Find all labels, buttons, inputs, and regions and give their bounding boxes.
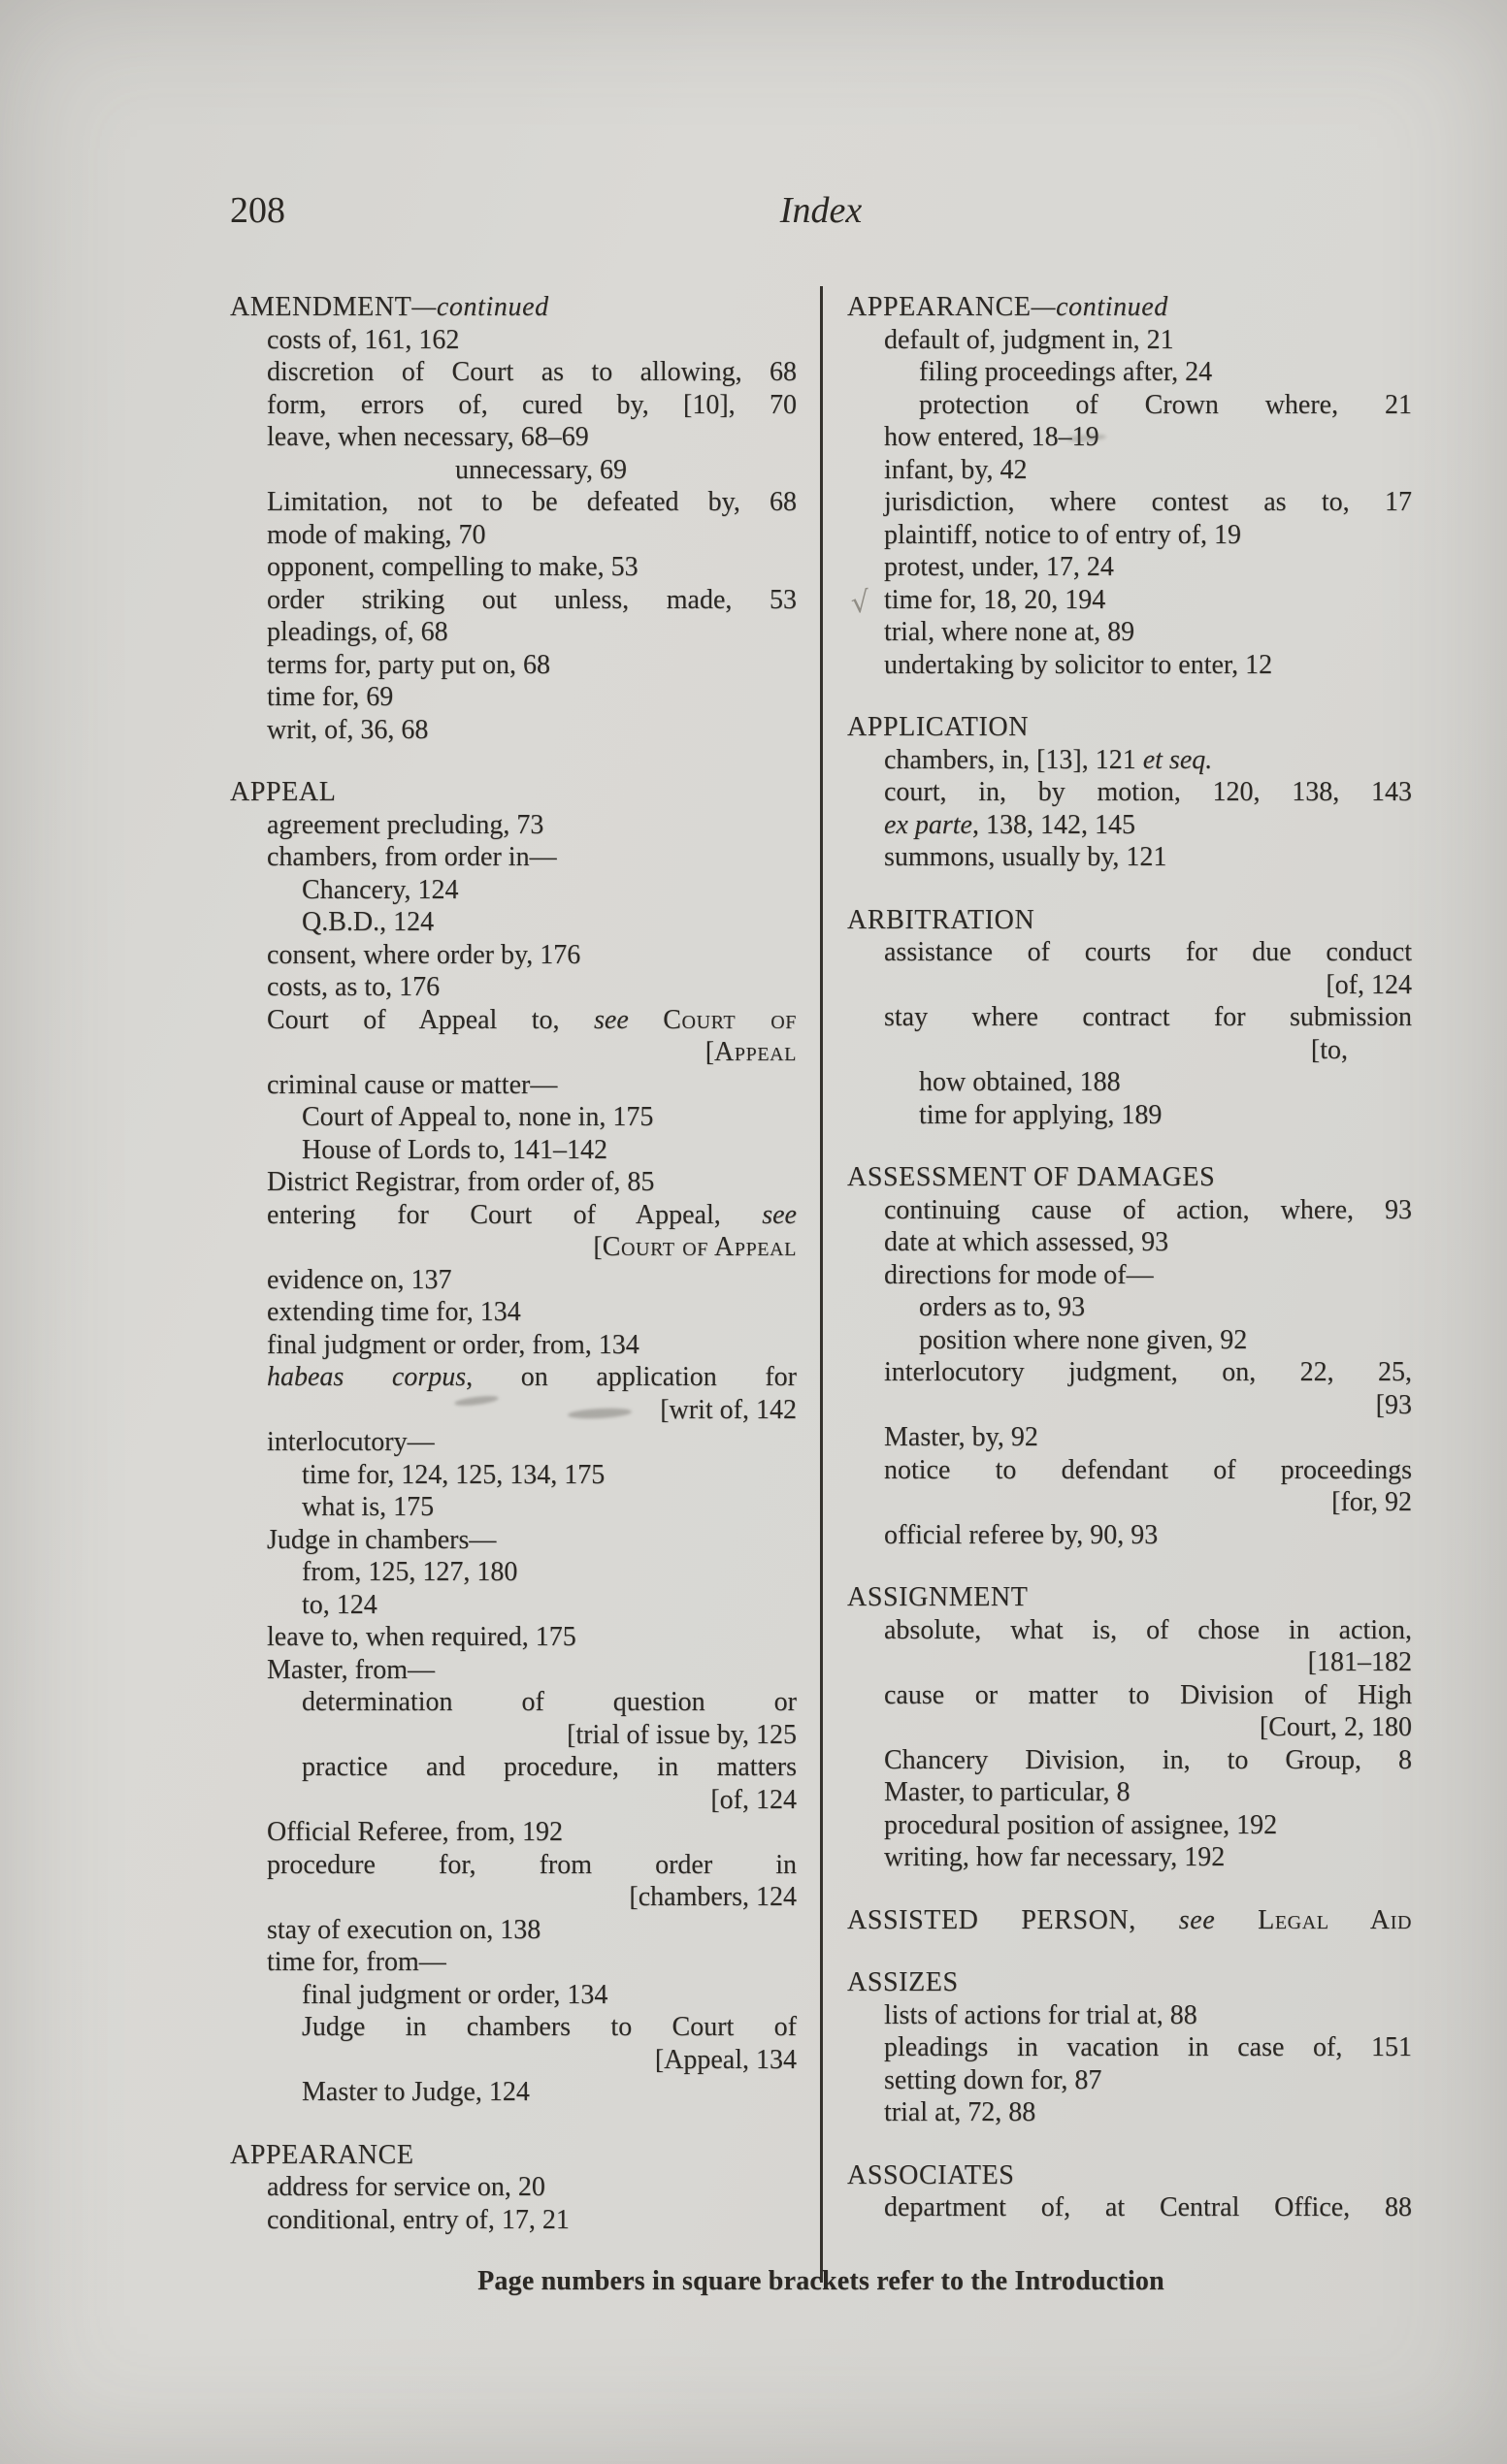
index-entry bbox=[230, 551, 797, 584]
entry-text: discretion of Court as to allowing, 68 bbox=[267, 357, 797, 387]
entry-text: time for, 18, 20, 194 bbox=[884, 584, 1106, 615]
entry-text: see bbox=[762, 1199, 797, 1230]
index-entry bbox=[230, 1069, 797, 1102]
entry-text: Master, to particular, 8 bbox=[884, 1777, 1130, 1807]
index-entry bbox=[847, 1259, 1412, 1292]
entry-text: —continued bbox=[411, 292, 549, 322]
index-entry bbox=[847, 324, 1412, 357]
entry-text: assistance of courts for due conduct bbox=[884, 937, 1412, 967]
entry-text: lists of actions for trial at, 88 bbox=[884, 1999, 1197, 2030]
entry-text: time for, 124, 125, 134, 175 bbox=[302, 1459, 606, 1490]
entry-text: time for, from— bbox=[267, 1947, 446, 1977]
index-entry bbox=[847, 2064, 1412, 2097]
entry-text: ASSISTED PERSON, bbox=[847, 1904, 1179, 1935]
entry-text: Chancery Division, in, to Group, 8 bbox=[884, 1744, 1412, 1775]
entry-text: [93 bbox=[1375, 1389, 1412, 1420]
entry-text: Limitation, not to be defeated by, 68 bbox=[267, 487, 797, 517]
entry-text: evidence on, 137 bbox=[267, 1264, 452, 1295]
index-entry bbox=[847, 744, 1412, 777]
entry-text: [Court, 2, 180 bbox=[1259, 1712, 1412, 1742]
index-entry bbox=[230, 1166, 797, 1199]
entry-text: ARBITRATION bbox=[847, 904, 1035, 935]
index-entry bbox=[230, 906, 797, 939]
index-entry bbox=[847, 519, 1412, 552]
index-entry bbox=[847, 776, 1412, 809]
index-heading bbox=[847, 711, 1412, 744]
entry-text: entering for Court of Appeal, bbox=[267, 1199, 763, 1230]
index-section bbox=[847, 1161, 1412, 1551]
index-entry bbox=[230, 809, 797, 842]
index-entry bbox=[230, 1784, 797, 1817]
entry-text: APPEARANCE bbox=[230, 2139, 414, 2170]
entry-text: continuing cause of action, where, 93 bbox=[884, 1194, 1412, 1225]
entry-text: time for, 69 bbox=[267, 682, 394, 712]
index-entry bbox=[847, 616, 1412, 649]
index-entry bbox=[230, 1914, 797, 1947]
index-entry bbox=[847, 1389, 1412, 1422]
entry-text: orders as to, 93 bbox=[919, 1292, 1086, 1322]
entry-text: setting down for, 87 bbox=[884, 2064, 1102, 2095]
index-entry bbox=[847, 1679, 1412, 1712]
entry-text: mode of making, 70 bbox=[267, 519, 486, 550]
index-entry bbox=[230, 616, 797, 649]
entry-text: protest, under, 17, 24 bbox=[884, 552, 1114, 582]
index-entry bbox=[847, 1744, 1412, 1777]
entry-text: stay where contract for submission bbox=[884, 1002, 1412, 1032]
index-entry bbox=[230, 1589, 797, 1622]
entry-text: position where none given, 92 bbox=[919, 1324, 1248, 1355]
entry-text: jurisdiction, where contest as to, 17 bbox=[884, 487, 1412, 517]
index-entry bbox=[847, 841, 1412, 874]
entry-text: interlocutory judgment, on, 22, 25, bbox=[884, 1357, 1412, 1387]
index-entry bbox=[230, 1361, 797, 1394]
entry-text: infant, by, 42 bbox=[884, 454, 1028, 485]
index-entry bbox=[847, 356, 1412, 389]
entry-text: Master, from— bbox=[267, 1654, 436, 1685]
entry-text: final judgment or order, from, 134 bbox=[267, 1329, 639, 1360]
entry-text: [trial of issue by, 125 bbox=[567, 1719, 797, 1750]
index-entry bbox=[847, 1099, 1412, 1132]
entry-text: et seq. bbox=[1142, 744, 1213, 775]
index-entry bbox=[230, 1004, 797, 1037]
entry-text: Master to Judge, 124 bbox=[302, 2077, 530, 2107]
entry-text: directions for mode of— bbox=[884, 1259, 1154, 1290]
entry-text: Official Referee, from, 192 bbox=[267, 1817, 564, 1847]
entry-text: how obtained, 188 bbox=[919, 1067, 1121, 1097]
index-entry bbox=[230, 939, 797, 972]
index-heading bbox=[847, 2159, 1412, 2192]
entry-text: Court of Appeal to, none in, 175 bbox=[302, 1102, 654, 1132]
index-column-right bbox=[847, 291, 1412, 2224]
index-entry bbox=[847, 1001, 1412, 1034]
index-entry bbox=[847, 421, 1412, 454]
entry-text: filing proceedings after, 24 bbox=[919, 357, 1213, 387]
entry-text: [writ of, 142 bbox=[660, 1394, 797, 1425]
index-entry bbox=[230, 1134, 797, 1167]
index-section bbox=[847, 711, 1412, 874]
index-section bbox=[847, 1904, 1412, 1937]
entry-text: to, 124 bbox=[302, 1589, 377, 1620]
index-entry bbox=[230, 454, 797, 487]
entry-text: chambers, from order in— bbox=[267, 842, 557, 872]
entry-text: —continued bbox=[1031, 292, 1168, 322]
entry-text: form, errors of, cured by, [10], 70 bbox=[267, 389, 797, 420]
page-title: Index bbox=[779, 190, 863, 231]
entry-text: Court of Appeal bbox=[602, 1232, 797, 1262]
entry-text: summons, usually by, 121 bbox=[884, 842, 1167, 872]
index-heading bbox=[230, 2139, 797, 2172]
index-entry bbox=[230, 1556, 797, 1589]
entry-text: leave, when necessary, 68–69 bbox=[267, 422, 589, 452]
index-entry bbox=[847, 1614, 1412, 1647]
index-entry bbox=[230, 519, 797, 552]
index-entry bbox=[847, 1519, 1412, 1552]
index-entry bbox=[847, 1776, 1412, 1809]
entry-text: [ bbox=[704, 1037, 715, 1067]
entry-text: procedure for, from order in bbox=[267, 1849, 797, 1880]
entry-text: address for service on, 20 bbox=[267, 2172, 545, 2202]
entry-text: official referee by, 90, 93 bbox=[884, 1519, 1159, 1550]
entry-text: ASSIGNMENT bbox=[847, 1582, 1029, 1612]
index-heading bbox=[230, 776, 797, 809]
entry-text: cause or matter to Division of High bbox=[884, 1679, 1412, 1710]
index-entry bbox=[230, 1491, 797, 1524]
entry-text: [Appeal, 134 bbox=[654, 2044, 797, 2075]
entry-text: Master, by, 92 bbox=[884, 1422, 1038, 1452]
entry-text: [chambers, 124 bbox=[629, 1882, 797, 1912]
entry-text: writ, of, 36, 68 bbox=[267, 714, 429, 745]
entry-text: Judge in chambers to Court of bbox=[302, 2012, 797, 2042]
index-entry bbox=[847, 2191, 1412, 2224]
entry-text: Judge in chambers— bbox=[267, 1524, 497, 1555]
entry-text: terms for, party put on, 68 bbox=[267, 649, 551, 680]
entry-text: pleadings, of, 68 bbox=[267, 617, 448, 647]
index-entry bbox=[230, 971, 797, 1004]
entry-text: final judgment or order, 134 bbox=[302, 1979, 608, 2010]
entry-text: AMENDMENT bbox=[230, 292, 412, 322]
entry-text: plaintiff, notice to of entry of, 19 bbox=[884, 519, 1242, 550]
entry-text: department of, at Central Office, 88 bbox=[884, 2192, 1412, 2222]
entry-text: costs of, 161, 162 bbox=[267, 324, 460, 355]
entry-text: Court of bbox=[663, 1004, 797, 1035]
entry-text: APPEARANCE bbox=[847, 292, 1032, 322]
entry-text: costs, as to, 176 bbox=[267, 972, 441, 1002]
index-entry bbox=[847, 1356, 1412, 1389]
index-entry bbox=[847, 1034, 1412, 1067]
entry-text: criminal cause or matter— bbox=[267, 1069, 558, 1100]
entry-text: default of, judgment in, 21 bbox=[884, 324, 1174, 355]
index-entry bbox=[230, 2044, 797, 2077]
entry-text: leave to, when required, 175 bbox=[267, 1622, 576, 1652]
index-entry bbox=[847, 1809, 1412, 1842]
entry-text: trial at, 72, 88 bbox=[884, 2097, 1036, 2127]
entry-text: absolute, what is, of chose in action, bbox=[884, 1614, 1412, 1645]
index-entry bbox=[847, 1421, 1412, 1454]
index-entry bbox=[847, 1999, 1412, 2032]
entry-text: ASSIZES bbox=[847, 1967, 959, 1997]
index-entry bbox=[847, 936, 1412, 969]
index-entry bbox=[230, 2171, 797, 2204]
index-entry bbox=[230, 1329, 797, 1362]
index-section bbox=[847, 1581, 1412, 1874]
entry-text: opponent, compelling to make, 53 bbox=[267, 552, 639, 582]
index-entry bbox=[230, 1881, 797, 1914]
index-entry bbox=[230, 714, 797, 747]
entry-text: trial, where none at, 89 bbox=[884, 617, 1135, 647]
footer-note: Page numbers in square brackets refer to the Introduction bbox=[477, 2266, 1164, 2296]
entry-text: habeas corpus bbox=[267, 1362, 467, 1392]
index-entry bbox=[230, 1426, 797, 1459]
entry-text: Chancery, 124 bbox=[302, 874, 459, 905]
entry-text: undertaking by solicitor to enter, 12 bbox=[884, 649, 1273, 680]
entry-text: [of, 124 bbox=[710, 1784, 797, 1815]
index-entry bbox=[230, 1849, 797, 1882]
index-heading bbox=[847, 1581, 1412, 1614]
entry-text: [of, 124 bbox=[1326, 969, 1412, 1000]
index-entry bbox=[230, 421, 797, 454]
index-section bbox=[847, 1966, 1412, 2129]
entry-text: [to, bbox=[1310, 1034, 1348, 1065]
entry-text: how entered, 18–19 bbox=[884, 422, 1099, 452]
index-entry bbox=[230, 1816, 797, 1849]
entry-text: APPEAL bbox=[230, 777, 337, 807]
entry-text: [ bbox=[593, 1232, 603, 1262]
index-entry bbox=[847, 1486, 1412, 1519]
entry-text: Appeal bbox=[714, 1037, 797, 1067]
entry-text: consent, where order by, 176 bbox=[267, 939, 581, 970]
index-entry bbox=[847, 551, 1412, 584]
index-entry bbox=[230, 1101, 797, 1134]
index-entry bbox=[847, 1711, 1412, 1744]
entry-text: APPLICATION bbox=[847, 712, 1030, 742]
index-entry bbox=[847, 1646, 1412, 1679]
entry-text: ASSESSMENT OF DAMAGES bbox=[847, 1162, 1216, 1192]
index-section bbox=[230, 776, 797, 2109]
index-entry bbox=[847, 2031, 1412, 2064]
entry-text: [181–182 bbox=[1307, 1647, 1412, 1677]
index-entry bbox=[230, 649, 797, 682]
index-entry bbox=[230, 324, 797, 357]
index-heading bbox=[230, 291, 797, 324]
index-entry bbox=[230, 1394, 797, 1427]
index-heading bbox=[847, 904, 1412, 937]
entry-text: practice and procedure, in matters bbox=[302, 1752, 797, 1782]
index-entry bbox=[847, 486, 1412, 519]
index-entry bbox=[230, 584, 797, 617]
index-entry bbox=[847, 1226, 1412, 1259]
index-entry bbox=[230, 1621, 797, 1654]
index-entry bbox=[847, 2096, 1412, 2129]
entry-text: order striking out unless, made, 53 bbox=[267, 584, 797, 615]
entry-text: House of Lords to, 141–142 bbox=[302, 1134, 607, 1165]
entry-text: what is, 175 bbox=[302, 1492, 435, 1522]
index-entry bbox=[847, 1194, 1412, 1227]
index-heading bbox=[847, 1904, 1412, 1937]
page-number: 208 bbox=[230, 190, 285, 231]
index-entry bbox=[230, 1946, 797, 1979]
entry-text: ASSOCIATES bbox=[847, 2159, 1015, 2190]
entry-text: [for, 92 bbox=[1331, 1487, 1412, 1517]
index-entry bbox=[847, 584, 1412, 621]
entry-text: from, 125, 127, 180 bbox=[302, 1557, 518, 1587]
index-section bbox=[847, 291, 1412, 681]
index-entry bbox=[230, 1751, 797, 1784]
entry-text: conditional, entry of, 17, 21 bbox=[267, 2204, 570, 2235]
index-entry bbox=[230, 874, 797, 907]
entry-text: Legal Aid bbox=[1258, 1904, 1413, 1935]
index-entry bbox=[230, 2076, 797, 2109]
entry-text: , on application for bbox=[466, 1362, 797, 1392]
index-entry bbox=[847, 809, 1412, 842]
index-entry bbox=[230, 356, 797, 389]
entry-text: protection of Crown where, 21 bbox=[919, 389, 1412, 420]
entry-text: procedural position of assignee, 192 bbox=[884, 1809, 1278, 1840]
index-section bbox=[230, 2139, 797, 2237]
entry-text: notice to defendant of proceedings bbox=[884, 1454, 1412, 1485]
index-entry bbox=[230, 841, 797, 874]
index-entry bbox=[847, 389, 1412, 422]
index-entry bbox=[230, 1719, 797, 1752]
index-column-left bbox=[230, 291, 797, 2236]
index-entry bbox=[230, 486, 797, 519]
index-entry bbox=[847, 1066, 1412, 1099]
index-entry bbox=[230, 1979, 797, 2012]
index-entry bbox=[230, 2011, 797, 2044]
entry-text: stay of execution on, 138 bbox=[267, 1914, 541, 1945]
index-entry bbox=[230, 1459, 797, 1492]
index-heading bbox=[847, 1966, 1412, 1999]
entry-text: see bbox=[1178, 1904, 1259, 1935]
entry-text: interlocutory— bbox=[267, 1427, 435, 1457]
entry-text: court, in, by motion, 120, 138, 143 bbox=[884, 777, 1412, 807]
entry-text: extending time for, 134 bbox=[267, 1297, 521, 1327]
index-entry bbox=[847, 969, 1412, 1002]
entry-text: District Registrar, from order of, 85 bbox=[267, 1167, 655, 1197]
entry-text: pleadings in vacation in case of, 151 bbox=[884, 2032, 1412, 2062]
index-entry bbox=[230, 1264, 797, 1297]
index-entry bbox=[230, 1199, 797, 1232]
column-divider-rule bbox=[820, 286, 823, 2283]
index-entry bbox=[847, 1454, 1412, 1487]
index-section bbox=[847, 904, 1412, 1132]
index-heading bbox=[847, 291, 1412, 324]
entry-text: date at which assessed, 93 bbox=[884, 1227, 1169, 1257]
index-entry bbox=[847, 649, 1412, 682]
entry-text: , 138, 142, 145 bbox=[971, 809, 1135, 840]
index-section bbox=[847, 2159, 1412, 2224]
index-entry bbox=[230, 681, 797, 714]
index-entry bbox=[230, 1654, 797, 1687]
index-heading bbox=[847, 1161, 1412, 1194]
entry-text: time for applying, 189 bbox=[919, 1099, 1163, 1130]
entry-text: ex parte bbox=[884, 809, 972, 840]
index-entry bbox=[230, 1296, 797, 1329]
index-entry bbox=[230, 1036, 797, 1069]
index-entry bbox=[230, 1524, 797, 1557]
pencil-check-icon: √ bbox=[849, 584, 871, 621]
index-entry bbox=[230, 389, 797, 422]
entry-text: unnecessary, 69 bbox=[455, 454, 628, 485]
index-entry bbox=[847, 1841, 1412, 1874]
entry-text: Q.B.D., 124 bbox=[302, 907, 435, 937]
entry-text: Court of Appeal to, bbox=[267, 1004, 595, 1035]
index-section bbox=[230, 291, 797, 746]
entry-text: determination of question or bbox=[302, 1687, 797, 1717]
index-entry bbox=[847, 454, 1412, 487]
entry-text: chambers, in, [13], 121 bbox=[884, 744, 1143, 775]
index-entry bbox=[230, 2204, 797, 2237]
index-entry bbox=[230, 1231, 797, 1264]
entry-text: see bbox=[594, 1004, 664, 1035]
index-entry bbox=[230, 1686, 797, 1719]
entry-text: agreement precluding, 73 bbox=[267, 809, 544, 840]
index-entry bbox=[847, 1324, 1412, 1357]
entry-text: writing, how far necessary, 192 bbox=[884, 1842, 1226, 1872]
index-entry bbox=[847, 1291, 1412, 1324]
